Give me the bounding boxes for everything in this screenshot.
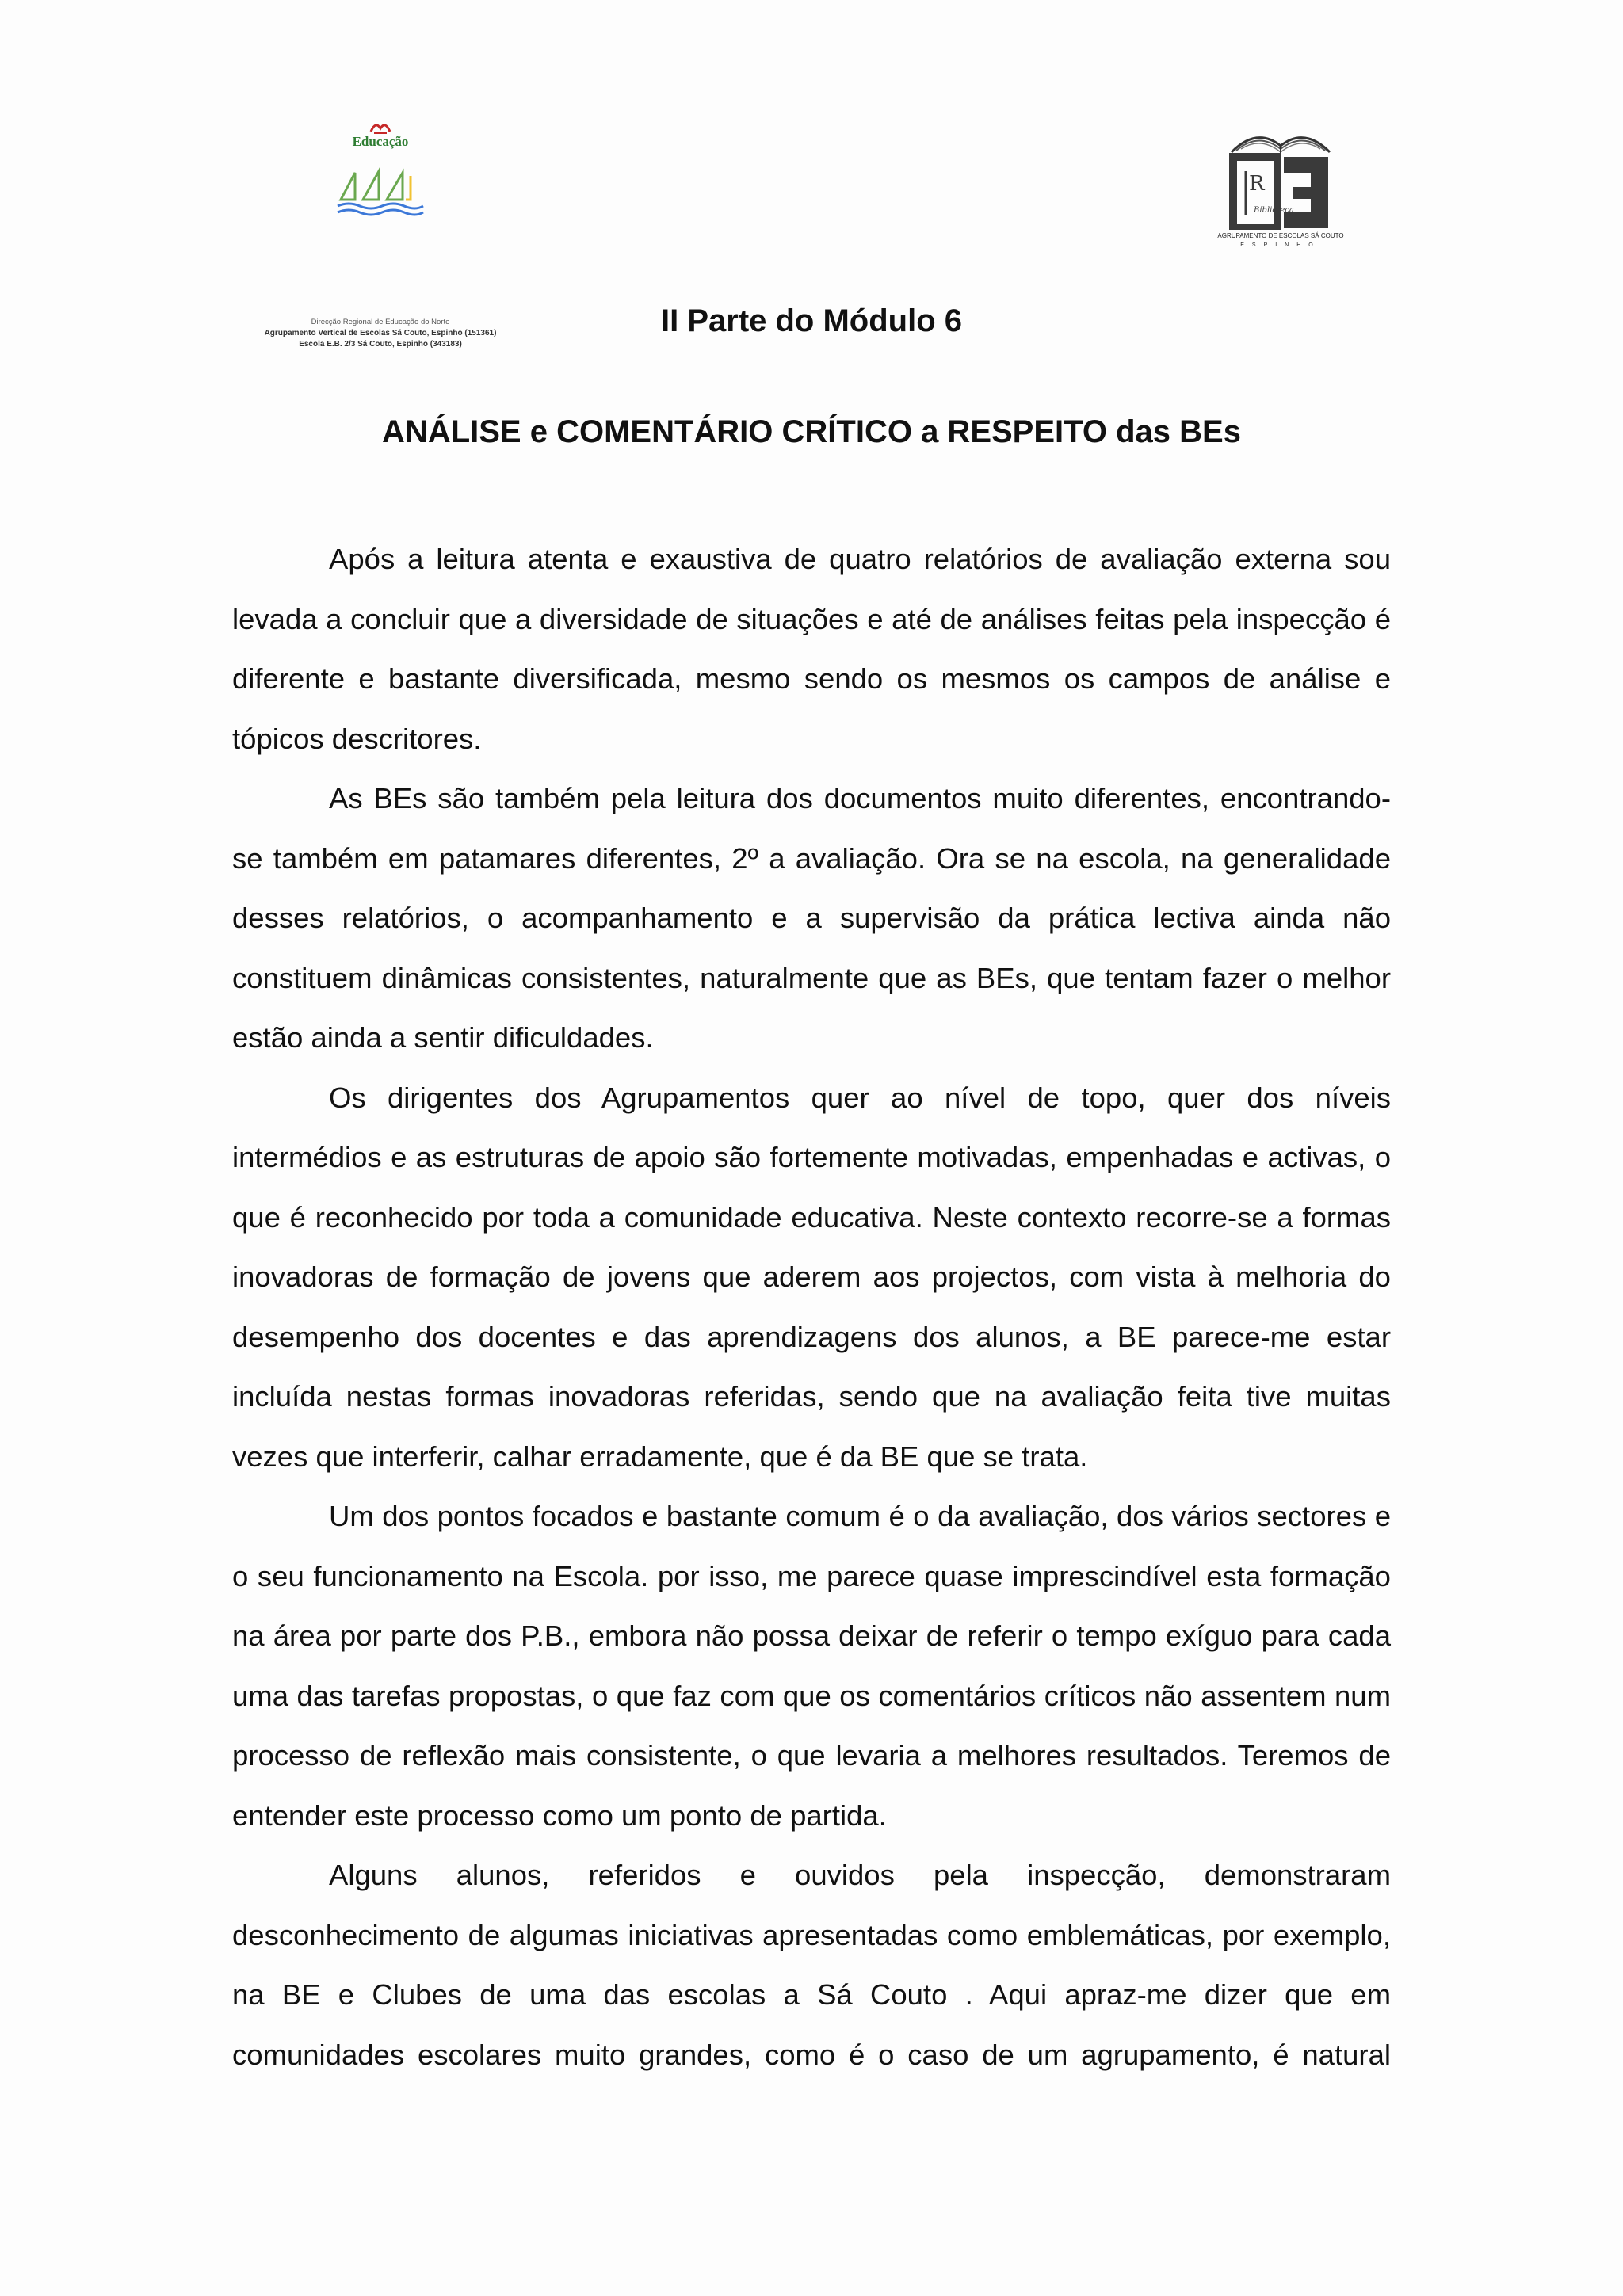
- ministry-logo: [333, 117, 428, 162]
- svg-text:R: R: [1249, 172, 1265, 196]
- page-subtitle: ANÁLISE e COMENTÁRIO CRÍTICO a RESPEITO das BEs: [382, 414, 1241, 449]
- library-logo-script: Biblioteca: [1254, 206, 1294, 215]
- sails-logo-icon: [333, 165, 428, 220]
- ministry-logo-word: Educação: [352, 134, 409, 149]
- ministry-emblem-icon: [365, 117, 396, 135]
- paragraph: Os dirigentes dos Agrupamentos quer ao nível de topo, quer dos níveis intermédios e as estruturas de apoio são fortemente motivadas, empenhadas e activas, o que é reconhecido por toda a comunidade educativa. Neste contexto recorre-se a formas inovadoras de formação de jovens que aderem aos projectos, com vista à melhoria do desempenho dos docentes e das aprendizagens dos alunos, a BE parece-me estar incluída nestas formas inovadoras referidas, sendo que na avaliação feita tive muitas vezes que interferir, calhar erradamente, que é da BE que se trata.: [232, 1081, 1391, 1473]
- library-city: ESPINHO: [1240, 242, 1321, 248]
- institution-line: Agrupamento Vertical de Escolas Sá Couto, Espinho (151361): [264, 329, 497, 338]
- school-header: [230, 111, 531, 349]
- institution-line: Direcção Regional de Educação do Norte: [311, 318, 450, 326]
- paragraph: Alguns alunos, referidos e ouvidos pela inspecção, demonstraram desconhecimento de algumas iniciativas apresentadas como emblemáticas, por exemplo, na BE e Clubes de uma das escolas a Sá Couto . Aqui apraz-me dizer que em comunidades escolares muito grandes, como é o caso de um agrupamento, é natural: [232, 1859, 1391, 2071]
- library-caption: AGRUPAMENTO DE ESCOLAS SÁ COUTO: [1217, 232, 1344, 239]
- paragraph: Um dos pontos focados e bastante comum é o da avaliação, dos vários sectores e o seu funcionamento na Escola. por isso, me parece quase imprescindível esta formação na área por parte dos P.B., embora não possa deixar de referir o tempo exíguo para cada uma das tarefas propostas, o que faz com que os comentários críticos não assentem num processo de reflexão mais consistente, o que levaria a melhores resultados. Teremos de entender este processo como um ponto de partida.: [232, 1500, 1391, 1832]
- paragraph: As BEs são também pela leitura dos documentos muito diferentes, encontrando-se também em patamares diferentes, 2º a avaliação. Ora se na escola, na generalidade desses relatórios, o acompanhamento e a supervisão da prática lectiva ainda não constituem dinâmicas consistentes, naturalmente que as BEs, que tentam fazer o melhor estão ainda a sentir dificuldades.: [232, 782, 1391, 1054]
- institution-line: Escola E.B. 2/3 Sá Couto, Espinho (343183): [299, 340, 462, 349]
- paragraph: Após a leitura atenta e exaustiva de quatro relatórios de avaliação externa sou levada a concluir que a diversidade de situações e até de análises feitas pela inspecção é diferente e bastante diversificada, mesmo sendo os mesmos os campos de análise e tópicos descritores.: [232, 543, 1391, 755]
- library-book-icon: [1217, 119, 1344, 230]
- document-body: [232, 529, 1391, 2084]
- page-title: II Parte do Módulo 6: [660, 303, 963, 338]
- library-logo: [1217, 119, 1344, 250]
